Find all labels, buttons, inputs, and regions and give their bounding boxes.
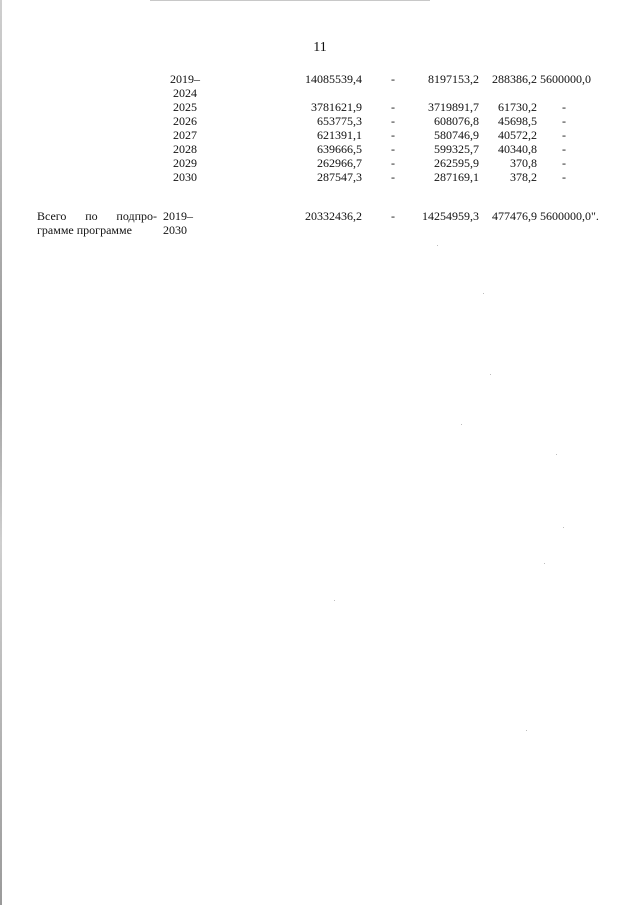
period-cell: 2028 (173, 142, 197, 156)
scan-edge-left (0, 0, 2, 905)
period-cell: 2027 (173, 128, 197, 142)
federal-cell: - (391, 156, 395, 170)
extra-cell: - (562, 128, 566, 142)
period-cell: 2026 (173, 114, 197, 128)
federal-cell: - (391, 170, 395, 184)
regional-cell: 580746,9 (434, 128, 479, 142)
summary-label-word: по (85, 209, 98, 223)
scan-edge-top (150, 0, 430, 1)
federal-cell: - (391, 114, 395, 128)
scan-speck (437, 245, 438, 246)
period-cell: 2019– (170, 72, 200, 86)
total-cell: 287547,3 (317, 170, 362, 184)
summary-period: 2019– (163, 209, 193, 223)
summary-total: 20332436,2 (305, 209, 362, 223)
local-cell: 378,2 (510, 170, 537, 184)
summary-period-line2: 2030 (163, 223, 187, 237)
regional-cell: 599325,7 (434, 142, 479, 156)
extra-cell: - (562, 170, 566, 184)
extra-cell: - (562, 156, 566, 170)
scan-speck (544, 563, 545, 564)
summary-local: 477476,9 (492, 209, 537, 223)
regional-cell: 262595,9 (434, 156, 479, 170)
total-cell: 262966,7 (317, 156, 362, 170)
regional-cell: 8197153,2 (428, 72, 479, 86)
extra-cell: - (562, 100, 566, 114)
scan-speck (461, 424, 462, 425)
extra-cell: 5600000,0 (540, 72, 591, 86)
scan-speck (483, 293, 484, 294)
summary-extra: 5600000,0". (540, 209, 599, 223)
total-cell: 14085539,4 (305, 72, 362, 86)
scan-speck (490, 374, 491, 375)
extra-cell: - (562, 114, 566, 128)
scan-speck (563, 527, 564, 528)
local-cell: 40572,2 (498, 128, 537, 142)
federal-cell: - (391, 72, 395, 86)
page-number: 11 (313, 40, 327, 55)
federal-cell: - (391, 128, 395, 142)
period-cell: 2025 (173, 100, 197, 114)
summary-label-word: Всего (37, 209, 67, 223)
local-cell: 45698,5 (498, 114, 537, 128)
regional-cell: 287169,1 (434, 170, 479, 184)
period-cell: 2030 (173, 170, 197, 184)
total-cell: 3781621,9 (311, 100, 362, 114)
period-cell-line2: 2024 (173, 86, 197, 100)
local-cell: 370,8 (510, 156, 537, 170)
local-cell: 40340,8 (498, 142, 537, 156)
regional-cell: 608076,8 (434, 114, 479, 128)
summary-label-line2: грамме программе (37, 223, 132, 237)
total-cell: 621391,1 (317, 128, 362, 142)
total-cell: 653775,3 (317, 114, 362, 128)
scan-speck (526, 730, 527, 731)
total-cell: 639666,5 (317, 142, 362, 156)
summary-label (37, 209, 157, 237)
scan-speck (334, 600, 335, 601)
extra-cell: - (562, 142, 566, 156)
scan-speck (556, 454, 557, 455)
summary-regional: 14254959,3 (422, 209, 479, 223)
federal-cell: - (391, 142, 395, 156)
summary-label-word: подпро- (116, 209, 157, 223)
period-cell: 2029 (173, 156, 197, 170)
local-cell: 61730,2 (498, 100, 537, 114)
summary-federal: - (391, 209, 395, 223)
regional-cell: 3719891,7 (428, 100, 479, 114)
federal-cell: - (391, 100, 395, 114)
local-cell: 288386,2 (492, 72, 537, 86)
